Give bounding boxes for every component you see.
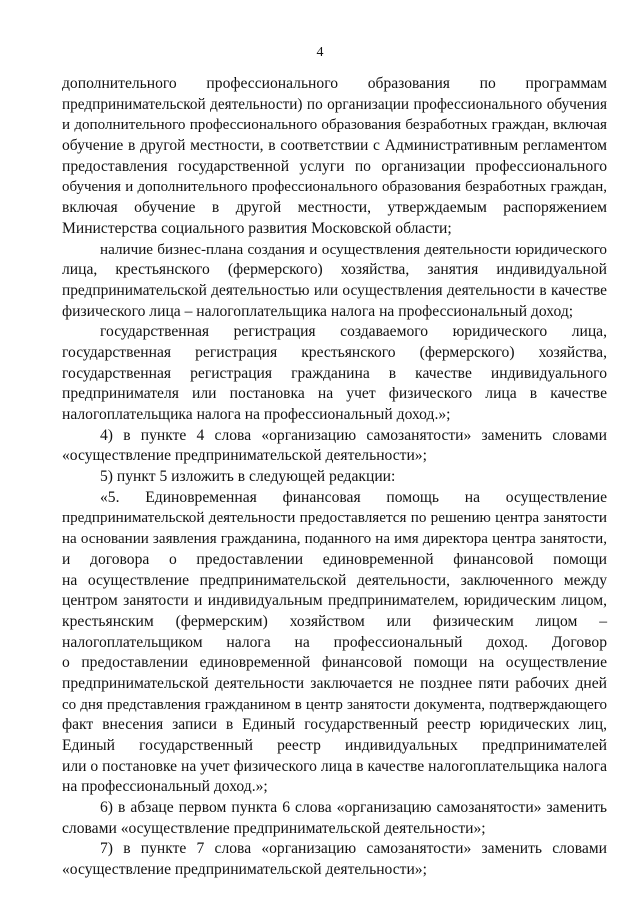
- text-line: налогоплательщика налога на профессиональный доход.»;: [62, 406, 451, 423]
- text-line: «осуществление предпринимательской деятельности»;: [62, 861, 427, 879]
- text-line: Министерства социального развития Московской области;: [62, 219, 452, 237]
- text-line: предпринимательской деятельности предоставляется по решению центра занятости: [62, 509, 607, 527]
- text-line: лица, крестьянского (фермерского) хозяйства, занятия индивидуальной: [62, 261, 607, 279]
- text-line: государственная регистрация крестьянского (фермерского) хозяйства,: [62, 343, 607, 361]
- text-line: государственная регистрация гражданина в качестве индивидуального: [62, 364, 607, 382]
- paragraph: [62, 488, 607, 798]
- text-line: 6) в абзаце первом пункта 6 слова «организацию самозанятости» заменить: [100, 799, 607, 817]
- text-line: о предоставлении единовременной финансовой помощи на осуществление: [62, 654, 607, 672]
- text-line: на осуществление предпринимательской деятельности, заключенного между: [62, 571, 607, 589]
- text-line: дополнительного профессионального образования по программам: [62, 75, 607, 92]
- text-line: факт внесения записи в Единый государственный реестр юридических лиц,: [62, 716, 607, 734]
- text-line: наличие бизнес-плана создания и осуществления деятельности юридического: [100, 241, 607, 258]
- text-line: или о постановке на учет физического лица в качестве налогоплательщика налога: [62, 757, 607, 775]
- text-line: предоставления государственной услуги по организации профессионального: [62, 157, 607, 175]
- paragraph: [62, 467, 607, 488]
- page-number: 4: [316, 45, 324, 60]
- text-line: государственная регистрация создаваемого юридического лица,: [100, 323, 607, 341]
- text-line: и дополнительного профессионального образования безработных граждан, включая: [62, 117, 607, 134]
- paragraph: [62, 322, 607, 425]
- text-line: словами «осуществление предпринимательской деятельности»;: [62, 819, 486, 837]
- text-line: обучение в другой местности, в соответствии с Административным регламентом: [62, 137, 607, 155]
- paragraph: [62, 240, 607, 323]
- text-line: и договора о предоставлении единовременной финансовой помощи: [62, 550, 607, 568]
- text-line: «5. Единовременная финансовая помощь на осуществление: [100, 488, 607, 506]
- text-line: 5) пункт 5 изложить в следующей редакции:: [100, 468, 396, 486]
- text-line: на профессиональный доход.»;: [62, 778, 268, 796]
- text-line: включая обучение в другой местности, утверждаемым распоряжением: [62, 199, 607, 217]
- text-line: «осуществление предпринимательской деятельности»;: [62, 447, 427, 465]
- text-line: Единый государственный реестр индивидуальных предпринимателей: [62, 737, 607, 754]
- text-line: 7) в пункте 7 слова «организацию самозанятости» заменить словами: [100, 840, 607, 858]
- text-line: предпринимателя или постановка на учет физического лица в качестве: [62, 385, 607, 403]
- paragraph: [62, 839, 607, 880]
- paragraph: [62, 798, 607, 839]
- text-line: физического лица – налогоплательщика налога на профессиональный доход;: [62, 302, 574, 320]
- paragraph: [62, 74, 607, 240]
- text-line: центром занятости и индивидуальным предпринимателем, юридическим лицом,: [62, 592, 607, 610]
- text-line: на основании заявления гражданина, поданного на имя директора центра занятости,: [62, 531, 607, 548]
- text-line: предпринимательской деятельности заключается не позднее пяти рабочих дней: [62, 674, 607, 692]
- text-line: обучения и дополнительного профессионального образования безработных граждан,: [62, 179, 607, 196]
- paragraph: [62, 426, 607, 467]
- text-line: крестьянским (фермерским) хозяйством или физическим лицом –: [62, 612, 607, 630]
- text-line: предпринимательской деятельностью или осуществления деятельности в качестве: [62, 281, 607, 299]
- text-line: налогоплательщиком налога на профессиональный доход. Договор: [62, 633, 607, 651]
- text-line: со дня представления гражданином в центр занятости документа, подтверждающего: [62, 696, 607, 713]
- text-line: 4) в пункте 4 слова «организацию самозанятости» заменить словами: [100, 426, 607, 444]
- document-body: [62, 74, 607, 881]
- text-line: предпринимательской деятельности) по организации профессионального обучения: [62, 95, 607, 113]
